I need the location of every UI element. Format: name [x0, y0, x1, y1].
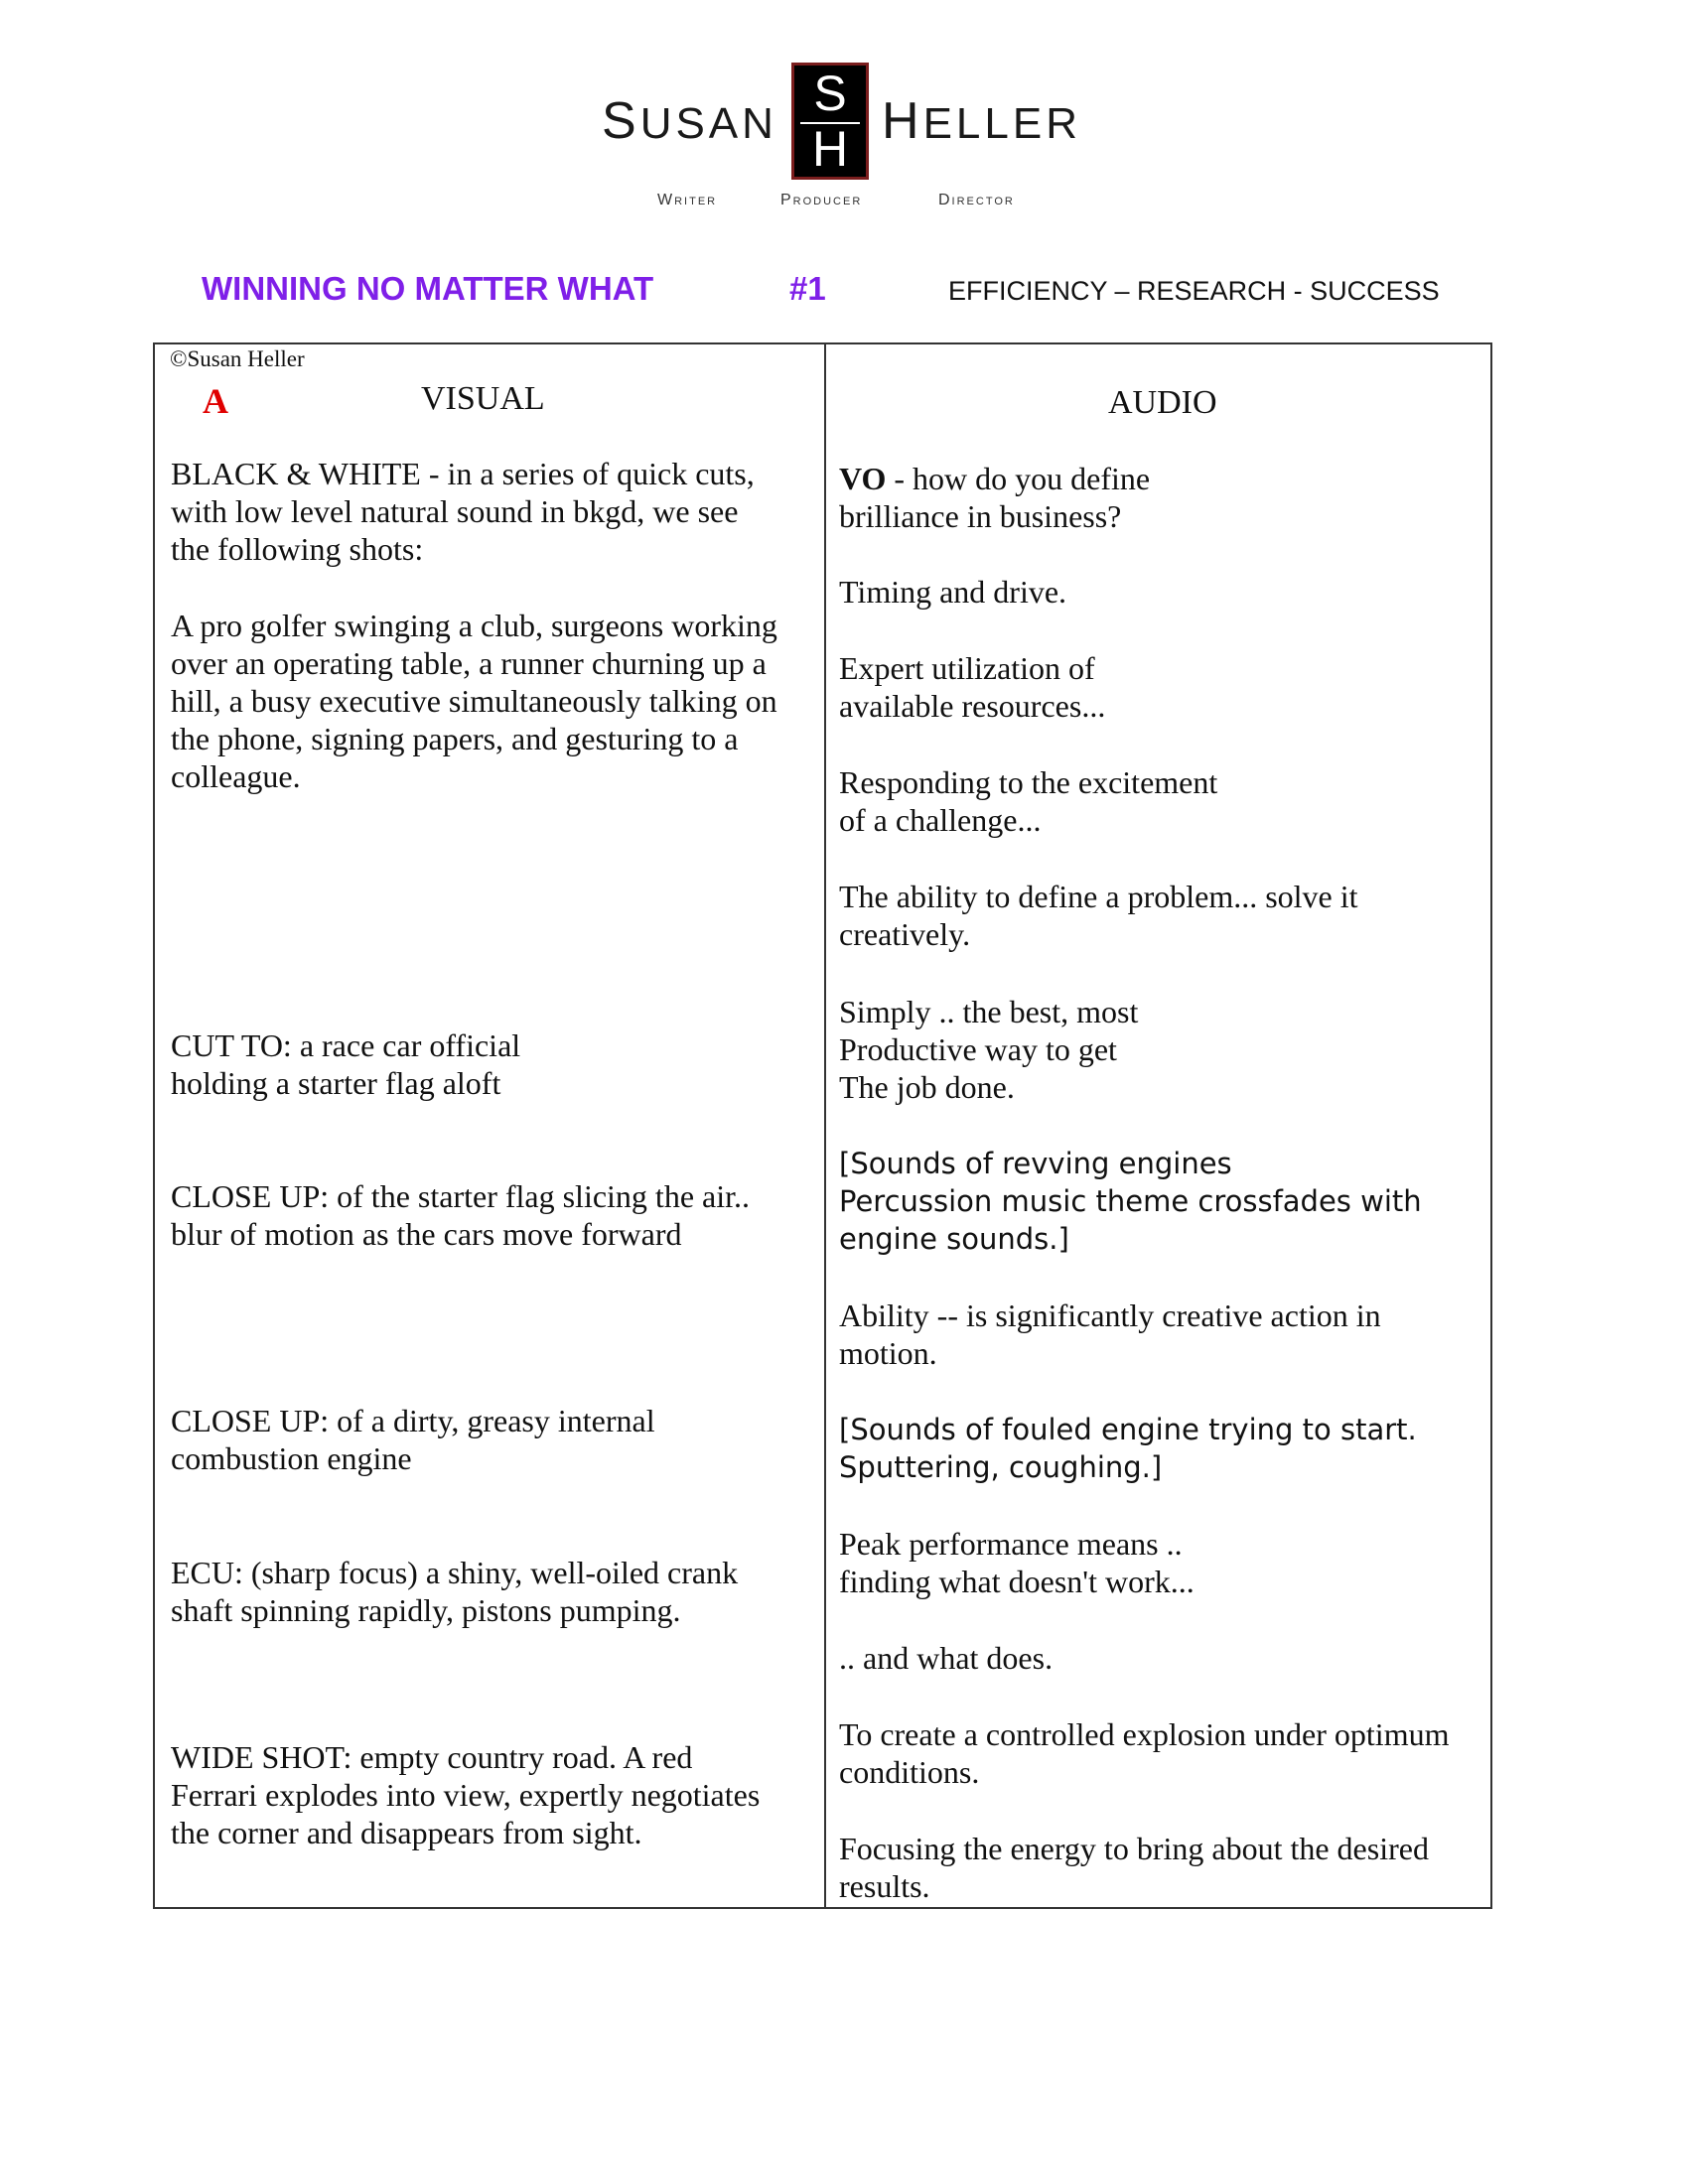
audio-line: VO - how do you define brilliance in business? — [839, 461, 1151, 534]
audio-line: .. and what does. — [839, 1640, 1054, 1676]
visual-cue: CUT TO: a race car official holding a starter flag aloft — [171, 1027, 521, 1101]
audio-line: Focusing the energy to bring about the desired results. — [839, 1831, 1429, 1904]
audio-line: Timing and drive. — [839, 574, 1067, 610]
document-subtitle: EFFICIENCY – RESEARCH - SUCCESS — [948, 276, 1440, 306]
visual-column-heading: VISUAL — [421, 380, 545, 417]
copyright-notice: ©Susan Heller — [170, 346, 305, 371]
audio-line: Responding to the excitement of a challenge... — [839, 764, 1218, 838]
letterhead-last-name: HELLER — [882, 92, 1081, 150]
document-title: WINNING NO MATTER WHAT — [202, 270, 654, 307]
role-writer: Writer — [657, 192, 718, 208]
audio-line: Peak performance means .. finding what doesn't work... — [839, 1526, 1195, 1599]
audio-line: Expert utilization of available resources... — [839, 650, 1106, 724]
monogram-letter-s: S — [813, 66, 847, 121]
role-producer: Producer — [780, 192, 863, 208]
script-table — [153, 342, 1492, 1909]
scene-letter: A — [203, 381, 228, 421]
visual-cue: ECU: (sharp focus) a shiny, well-oiled crank shaft spinning rapidly, pistons pumping. — [171, 1555, 739, 1628]
letterhead-first-name: SUSAN — [602, 92, 777, 150]
episode-number: #1 — [789, 270, 826, 307]
audio-column-heading: AUDIO — [1108, 384, 1217, 421]
monogram-letter-h: H — [811, 121, 849, 177]
audio-sound-cue: [Sounds of fouled engine trying to start. Sputtering, coughing.] — [839, 1413, 1417, 1484]
vo-label: VO — [839, 461, 887, 496]
visual-cue: CLOSE UP: of a dirty, greasy internal combustion engine — [171, 1403, 655, 1476]
role-director: Director — [938, 192, 1015, 208]
audio-line: To create a controlled explosion under optimum conditions. — [839, 1716, 1450, 1790]
audio-sound-cue: [Sounds of revving engines Percussion music theme crossfades with engine sounds.] — [839, 1147, 1422, 1256]
visual-cue: WIDE SHOT: empty country road. A red Ferrari explodes into view, expertly negotiates the corner and disappears from sight. — [171, 1739, 761, 1850]
visual-cue: CLOSE UP: of the starter flag slicing the air.. blur of motion as the cars move forward — [171, 1178, 750, 1252]
visual-cue: BLACK & WHITE - in a series of quick cuts, with low level natural sound in bkgd, we see the following shots: — [171, 456, 755, 567]
column-divider — [824, 344, 826, 1907]
audio-line: Ability -- is significantly creative action in motion. — [839, 1297, 1381, 1371]
audio-line: Simply .. the best, most Productive way to get The job done. — [839, 994, 1139, 1105]
audio-line: The ability to define a problem... solve it creatively. — [839, 879, 1358, 952]
visual-cue: A pro golfer swinging a club, surgeons working over an operating table, a runner churning up a hill, a busy executive simultaneously talking on the phone, signing papers, and gesturing to a colleague. — [171, 608, 777, 794]
sh-monogram-logo — [791, 63, 869, 180]
